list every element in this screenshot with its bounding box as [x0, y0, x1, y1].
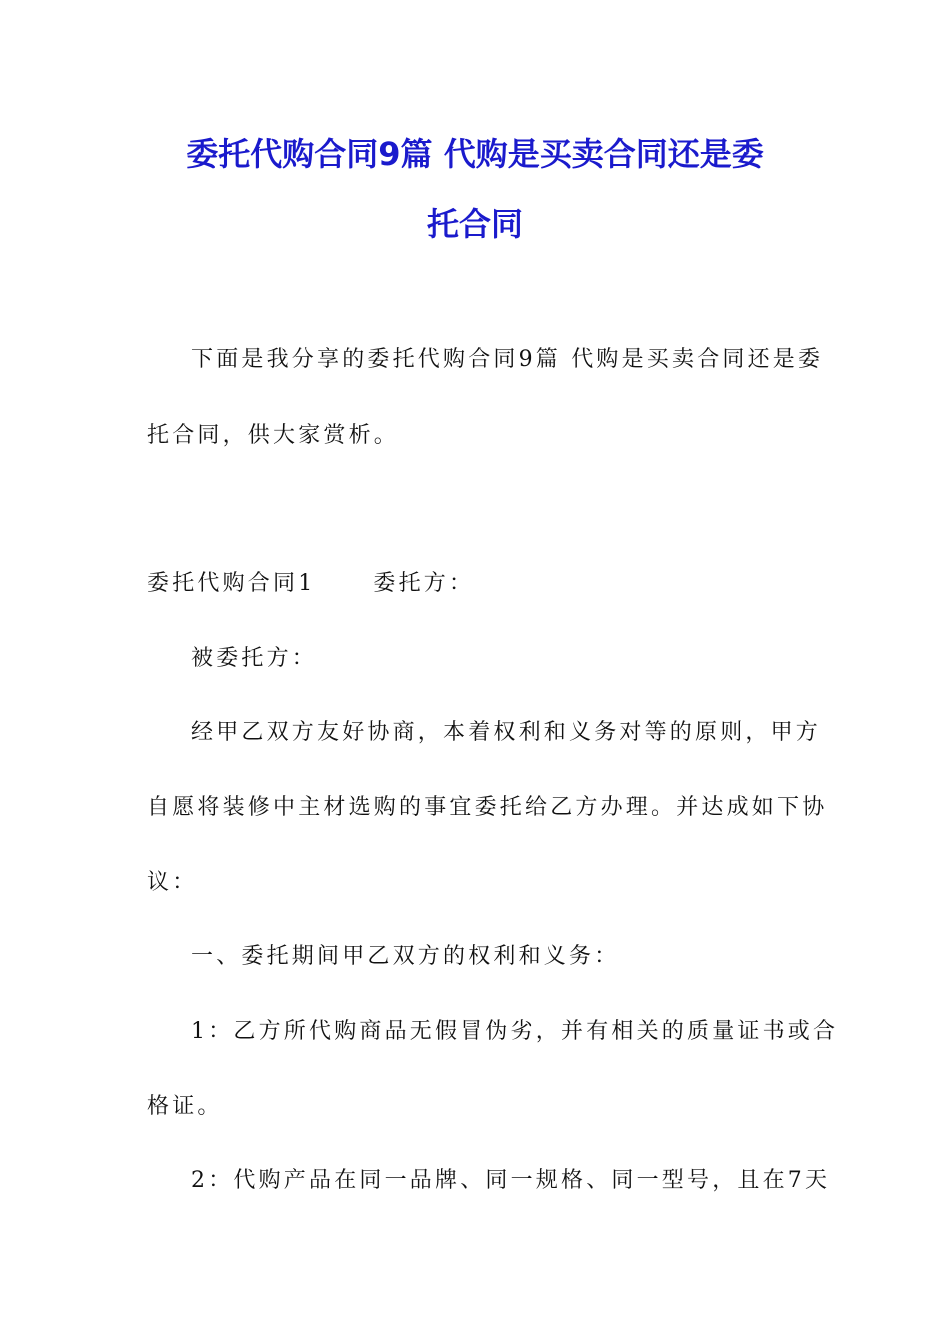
party-a-label: 委托方： — [373, 571, 475, 596]
intro-paragraph-line-2: 托合同，供大家赏析。 — [147, 423, 400, 448]
item-1-line-2: 格证。 — [147, 1094, 223, 1119]
document-title-line-1: 委托代购合同9篇 代购是买卖合同还是委 — [186, 135, 764, 173]
preamble-line-3: 议： — [147, 870, 198, 895]
section-1-heading: 一、委托期间甲乙双方的权利和义务： — [191, 944, 620, 969]
contract-heading: 委托代购合同1 — [147, 571, 316, 596]
preamble-line-1: 经甲乙双方友好协商，本着权利和义务对等的原则，甲方 — [191, 720, 822, 745]
document-title-line-2: 托合同 — [426, 205, 523, 243]
contract-heading-row — [147, 573, 474, 595]
party-b-label: 被委托方： — [191, 646, 318, 671]
item-2-line-1: 2：代购产品在同一品牌、同一规格、同一型号，且在7天 — [191, 1168, 831, 1193]
intro-paragraph-line-1: 下面是我分享的委托代购合同9篇 代购是买卖合同还是委 — [191, 347, 824, 372]
item-1-line-1: 1：乙方所代购商品无假冒伪劣，并有相关的质量证书或合 — [191, 1019, 839, 1044]
preamble-line-2: 自愿将装修中主材选购的事宜委托给乙方办理。并达成如下协 — [147, 795, 828, 820]
